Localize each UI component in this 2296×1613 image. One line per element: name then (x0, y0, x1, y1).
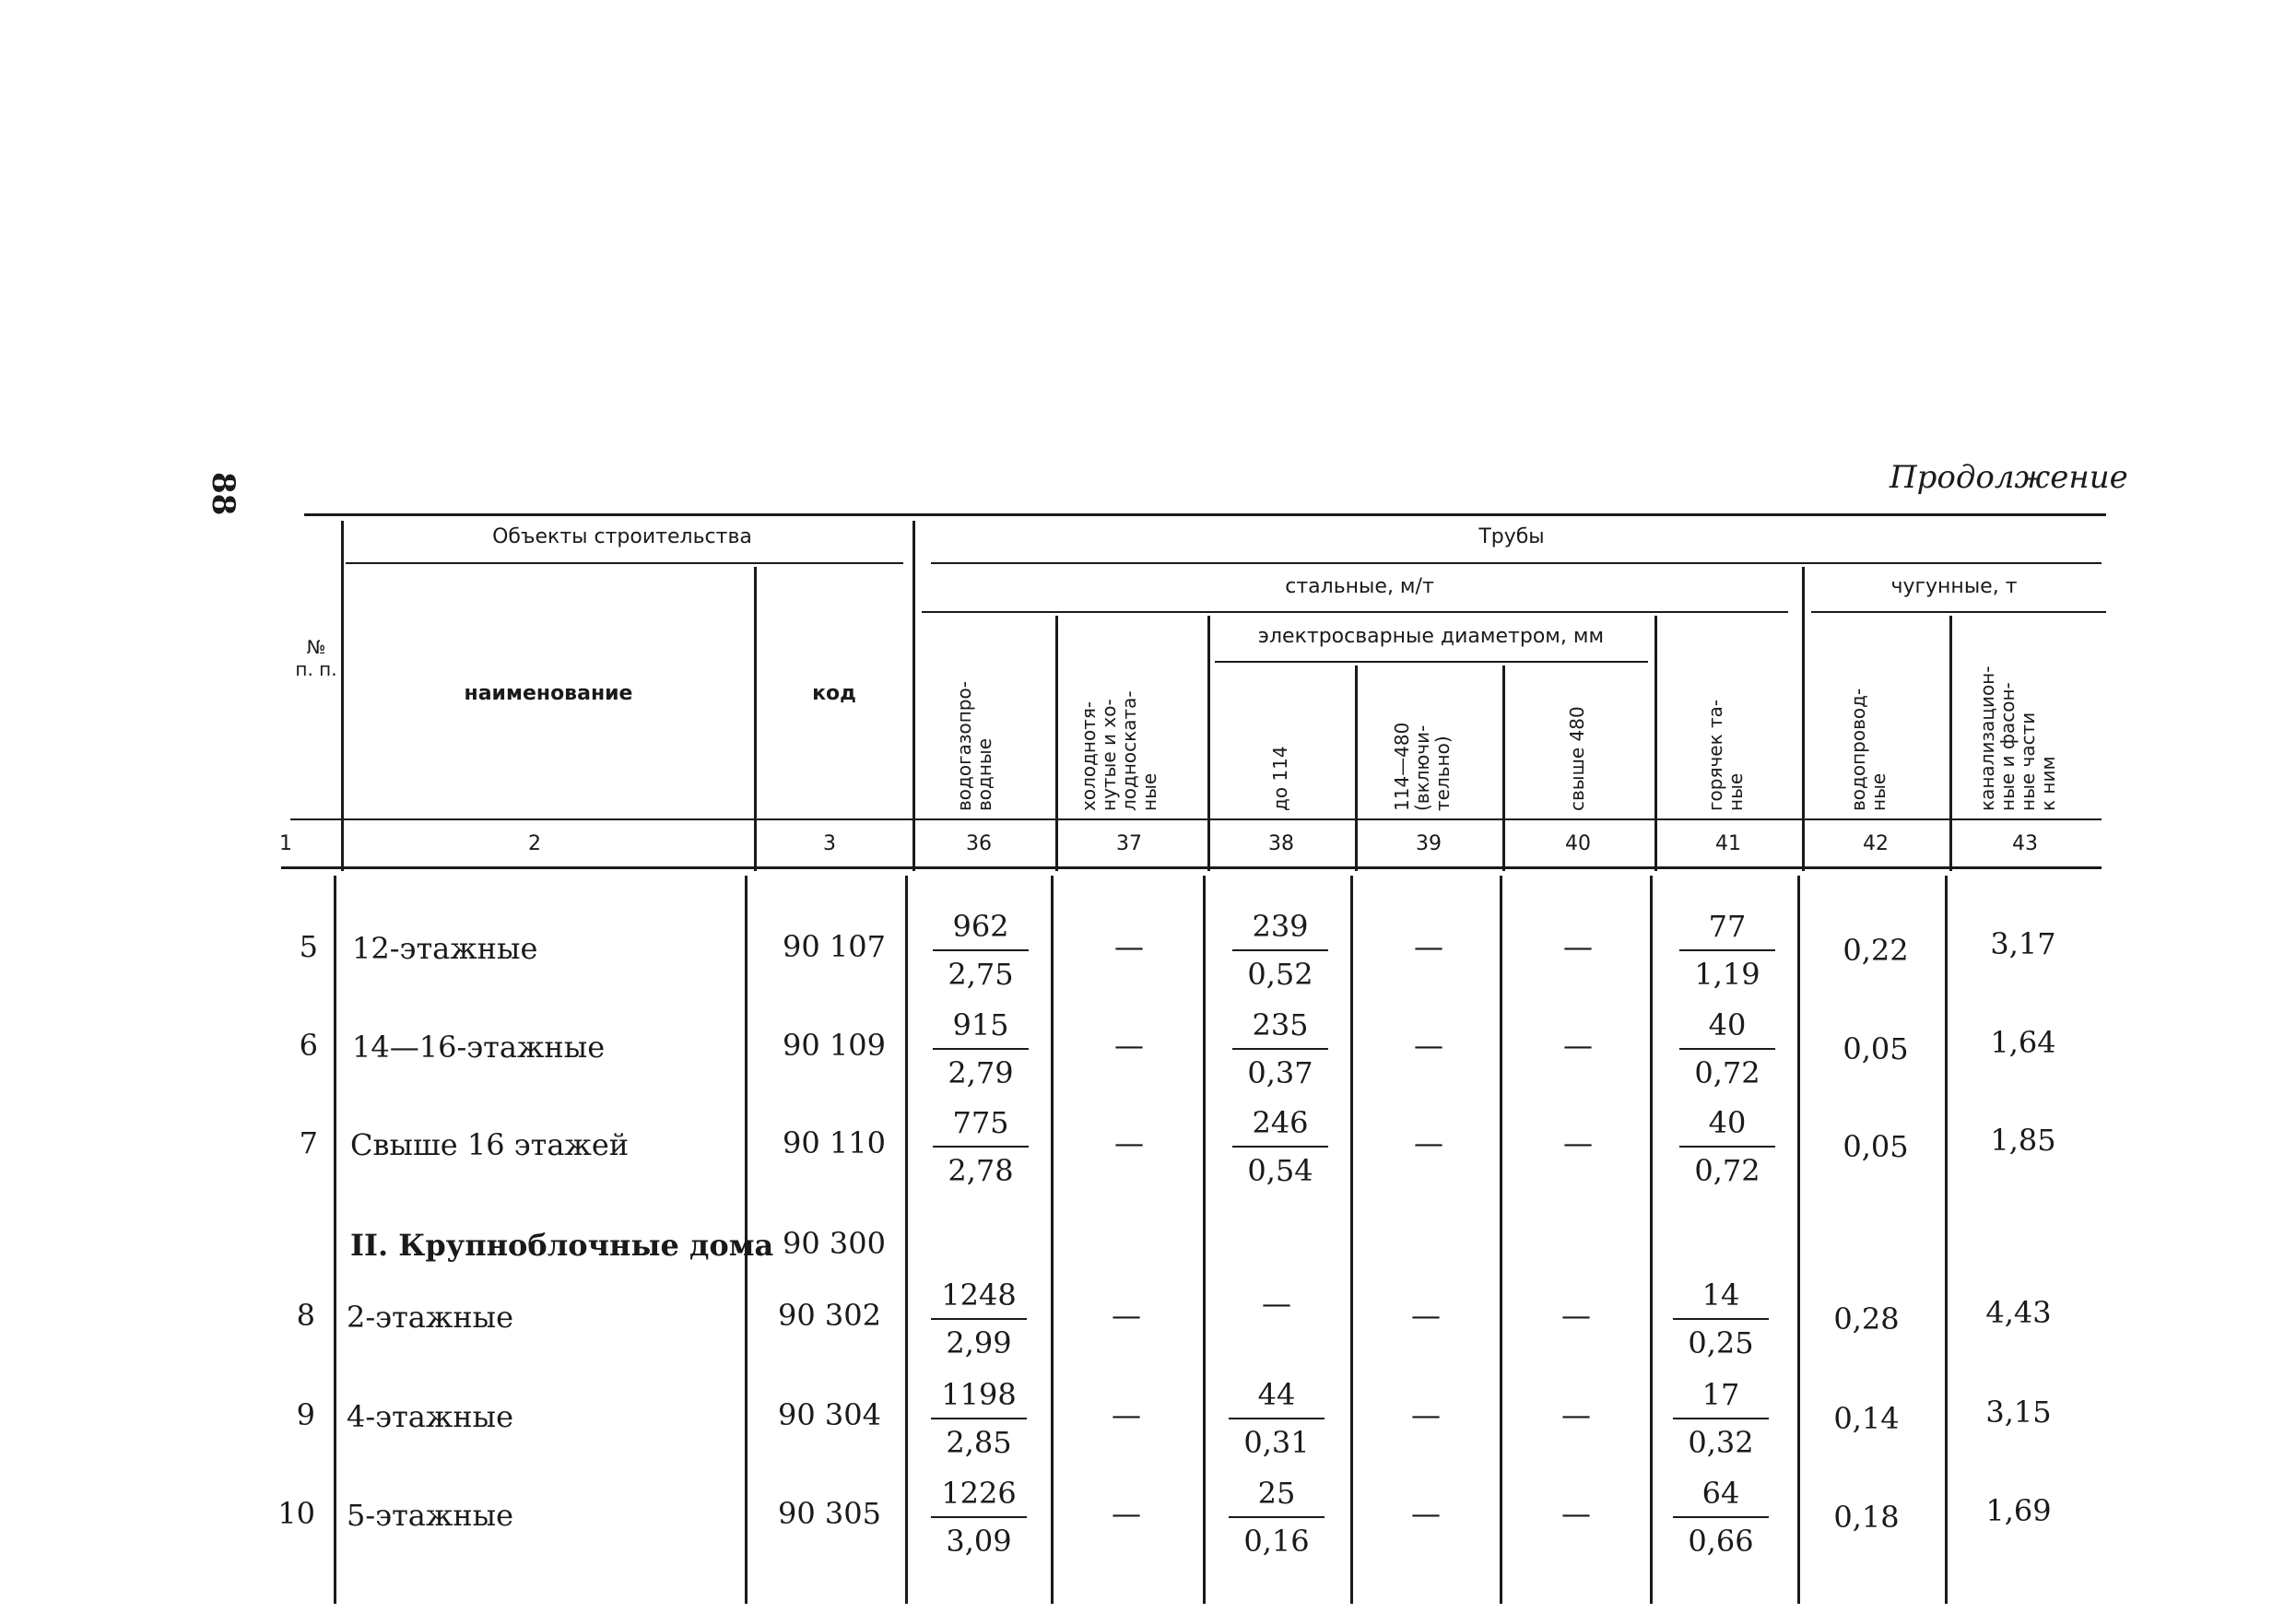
row-code: 90 304 (778, 1397, 881, 1432)
fraction-c41: 64 0,66 (1673, 1472, 1769, 1562)
colnum-40: 40 (1565, 832, 1591, 855)
dash-c39: — (1414, 929, 1443, 964)
dash-c40: — (1563, 1028, 1593, 1063)
cell-c42: 0,22 (1843, 933, 1909, 968)
top-rule (304, 513, 2106, 516)
fraction-c41: 40 0,72 (1679, 1101, 1775, 1192)
row-number: 10 (277, 1496, 315, 1531)
dash-c37: — (1112, 1298, 1141, 1333)
dash-c39: — (1414, 1028, 1443, 1063)
row-number: 9 (296, 1397, 315, 1432)
header-col38: до 114 (1269, 746, 1291, 811)
row-name: 14—16-этажные (352, 1030, 606, 1065)
header-steel: стальные, м/т (1285, 575, 1434, 598)
cell-c43: 1,85 (1990, 1123, 2056, 1158)
row-number: 6 (299, 1028, 318, 1063)
fraction-c38: 239 0,52 (1232, 905, 1328, 995)
dash-c39: — (1411, 1397, 1441, 1432)
header-col42: водопровод- ные (1847, 688, 1890, 811)
row-name: 5-этажные (347, 1498, 514, 1533)
row-number: 8 (296, 1298, 315, 1333)
row-code: 90 302 (778, 1298, 881, 1333)
dash-c39: — (1411, 1298, 1441, 1333)
cell-c42: 0,14 (1833, 1401, 1900, 1436)
cell-c43: 3,15 (1985, 1395, 2052, 1430)
row-code: 90 109 (783, 1028, 886, 1063)
colnum-41: 41 (1715, 832, 1741, 855)
dash-c39: — (1414, 1125, 1443, 1160)
dash-c40: — (1563, 929, 1593, 964)
fraction-c36: 1226 3,09 (931, 1472, 1027, 1562)
section-title: II. Крупноблочные дома (350, 1228, 774, 1263)
dash-c40: — (1561, 1397, 1591, 1432)
header-col37: холоднотя- нутые и хо- лоднocката- ные (1077, 690, 1160, 811)
colnum-1: 1 (279, 832, 292, 855)
header-col43: канализацион- ные и фасон- ные части к ним (1976, 665, 2059, 811)
header-bottom-rule (281, 866, 2102, 869)
fraction-c38: 246 0,54 (1232, 1101, 1328, 1192)
cell-c42: 0,18 (1833, 1500, 1900, 1535)
cell-c42: 0,28 (1833, 1301, 1900, 1336)
row-number: 7 (299, 1125, 318, 1160)
cell-c42: 0,05 (1843, 1129, 1909, 1164)
cell-c43: 1,69 (1985, 1493, 2052, 1528)
fraction-c38: 235 0,37 (1232, 1004, 1328, 1094)
colnum-39: 39 (1416, 832, 1442, 855)
dash-c37: — (1114, 1028, 1144, 1063)
cell-c42: 0,05 (1843, 1031, 1909, 1066)
dash-c37: — (1114, 1125, 1144, 1160)
row-name: 4-этажные (347, 1399, 514, 1434)
cell-c43: 1,64 (1990, 1025, 2056, 1060)
page-number: 88 (205, 472, 241, 516)
fraction-c38: 44 0,31 (1229, 1373, 1325, 1464)
cell-c43: 3,17 (1990, 926, 2056, 961)
header-cast-iron: чугунные, т (1890, 575, 2018, 598)
header-col40: свыше 480 (1566, 706, 1588, 811)
fraction-c41: 77 1,19 (1679, 905, 1775, 995)
fraction-c41: 40 0,72 (1679, 1004, 1775, 1094)
fraction-c41: 17 0,32 (1673, 1373, 1769, 1464)
dash-c37: — (1114, 929, 1144, 964)
header-objects: Объекты строительства (492, 525, 752, 548)
colnum-36: 36 (966, 832, 992, 855)
section-code: 90 300 (783, 1226, 886, 1261)
header-pipes: Трубы (1478, 525, 1545, 548)
dash-c38: — (1262, 1286, 1291, 1321)
fraction-c36: 1198 2,85 (931, 1373, 1027, 1464)
header-no: № п. п. (295, 636, 337, 680)
dash-c40: — (1563, 1125, 1593, 1160)
fraction-c36: 915 2,79 (933, 1004, 1029, 1094)
fraction-c36: 775 2,78 (933, 1101, 1029, 1192)
fraction-c41: 14 0,25 (1673, 1274, 1769, 1364)
row-name: Свыше 16 этажей (350, 1127, 630, 1162)
header-col39: 114—480 (включи- тельно) (1391, 722, 1454, 811)
cell-c43: 4,43 (1985, 1295, 2052, 1330)
colnum-38: 38 (1268, 832, 1294, 855)
fraction-c36: 962 2,75 (933, 905, 1029, 995)
dash-c39: — (1411, 1496, 1441, 1531)
dash-c37: — (1112, 1397, 1141, 1432)
row-code: 90 305 (778, 1496, 881, 1531)
row-code: 90 107 (783, 929, 886, 964)
header-code: код (812, 682, 856, 705)
dash-c37: — (1112, 1496, 1141, 1531)
header-electro: электросварные диаметром, мм (1257, 625, 1605, 648)
fraction-c38: 25 0,16 (1229, 1472, 1325, 1562)
header-name: наименование (464, 682, 633, 705)
header-col36: водогазопро- водные (953, 681, 995, 811)
continued-label: Продолжение (1890, 459, 2128, 496)
row-number: 5 (299, 929, 318, 964)
colnum-2: 2 (528, 832, 541, 855)
colnum-37: 37 (1116, 832, 1142, 855)
colnum-3: 3 (823, 832, 836, 855)
row-name: 12-этажные (352, 931, 538, 966)
row-code: 90 110 (783, 1125, 886, 1160)
colnum-42: 42 (1863, 832, 1889, 855)
row-name: 2-этажные (347, 1300, 514, 1335)
dash-c40: — (1561, 1298, 1591, 1333)
colnum-43: 43 (2012, 832, 2038, 855)
fraction-c36: 1248 2,99 (931, 1274, 1027, 1364)
header-col41: горячек та- ные (1704, 699, 1747, 811)
dash-c40: — (1561, 1496, 1591, 1531)
